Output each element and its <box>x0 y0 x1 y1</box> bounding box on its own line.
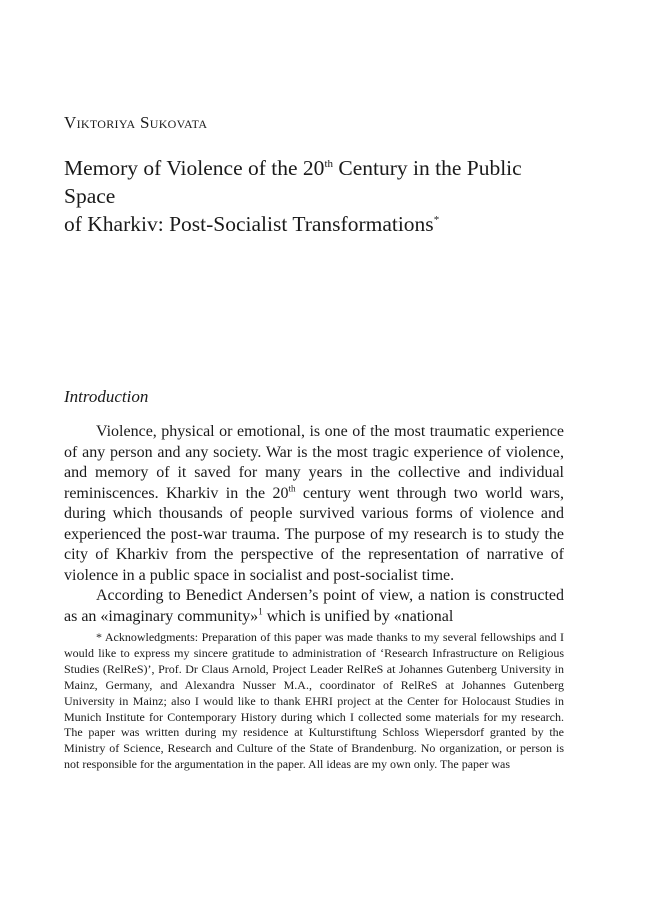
section-heading: Introduction <box>64 387 149 406</box>
title-line2: of Kharkiv: Post-Socialist Transformations <box>64 212 434 236</box>
paragraph-2-post: which is unified by «national <box>262 607 454 625</box>
title-superscript: th <box>324 157 333 170</box>
author-name: Viktoriya Sukovata <box>64 113 208 132</box>
paragraph-1-post: century went through two world wars, during which thousands of people survived various forms of violence and experienced the post-war trauma. The purpose of my research is to study the city of Kharkiv from the perspective of the representation of narrative of violence in a public space in socialist and post-socialist time. <box>64 484 565 584</box>
title-footnote-marker: * <box>433 213 440 226</box>
paper-title <box>64 154 574 238</box>
body-text <box>64 422 564 627</box>
paragraph-2-pre: According to Benedict Andersen’s point of view, a nation is constructed as an «imaginary community» <box>64 587 564 625</box>
title-line1-post: Century in the Public Space <box>64 156 522 208</box>
paragraph-1-pre: Violence, physical or emotional, is one of the most traumatic experience of any person and any society. War is the most tragic experience of violence, and memory of it saved for many years in the collective and individual reminiscences. Kharkiv in the 20 <box>64 423 564 502</box>
title-line1-pre: Memory of Violence of the 20 <box>64 156 325 180</box>
paragraph-1-superscript: th <box>288 483 296 494</box>
footnote-reference: 1 <box>258 606 263 617</box>
footnote-text: * Acknowledgments: Preparation of this paper was made thanks to my several fellowships and I would like to express my sincere gratitude to administration of ‘Research Infrastructure on Religious Studies (RelReS)’, Prof. Dr Claus Arnold, Project Leader RelReS at Johannes Gutenberg University in Mainz, Germany, and Alexandra Nusser M.A., coordinator of RelReS at Johannes Gutenberg University in Mainz; also I would like to thank EHRI project at the Center for Holocaust Studies in Munich Institute for Contemporary History during which I collected some materials for my research. The paper was written during my residence at Kulturstiftung Schloss Wiepersdorf granted by the Ministry of Science, Research and Culture of the State of Brandenburg. No organization, or person is not responsible for the argumentation in the paper. All ideas are my own only. The paper was <box>64 630 564 772</box>
paragraph-2 <box>64 586 564 627</box>
footnote <box>64 630 564 773</box>
paragraph-1 <box>64 422 564 586</box>
